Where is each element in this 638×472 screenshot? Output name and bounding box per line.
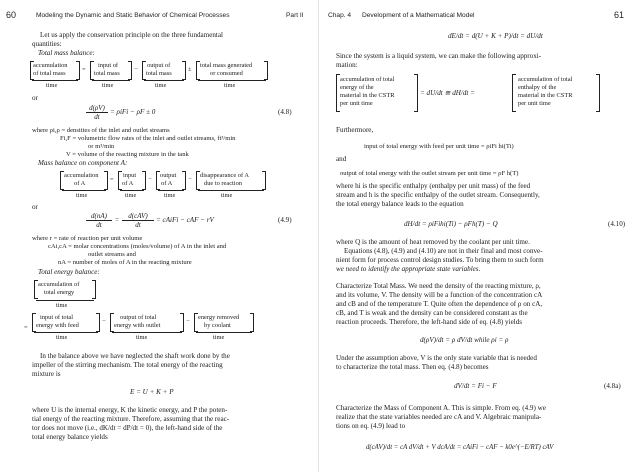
eq410: dH/dt = ρiFihi(Ti) − ρFh(T) − Q (404, 220, 498, 228)
para1-line1: Since the system is a liquid system, we can make the following approxi- (336, 52, 542, 60)
right-page-number: 61 (614, 10, 625, 20)
timeA-1: time (76, 192, 88, 199)
where2-line2: cAi,cA = molar concentrations (moles/volume) of A in the inlet and (48, 243, 227, 250)
para6-line2: realize that the state variables needed are cA and V. Algebraic manipula- (336, 413, 542, 421)
box-generated-line2: or consumed (210, 70, 243, 77)
para4-line5: reaction proceeds. Therefore, the left-hand side of eq. (4.8) yields (336, 318, 523, 326)
box-output-line2: total mass (146, 70, 172, 77)
mass-a-heading: Mass balance on component A: (38, 159, 128, 167)
para2-line3: the total energy balance leads to the equation (336, 200, 464, 208)
boxL-line2: energy of the (340, 84, 374, 91)
output-energy-line: output of total energy with the outlet stream per unit time = ρF h(T) (340, 170, 519, 177)
right-chapter-label: Chap. 4 (328, 12, 352, 19)
where1-line3: or m³/min (88, 143, 115, 150)
boxE-acc-line1: accumulation of (38, 281, 80, 288)
eq49-frac-b-den: dt (135, 221, 141, 229)
para-last-line4: total energy balance yields (32, 433, 108, 441)
boxE-rem-line1: energy removed (198, 314, 240, 321)
para5-line2: to characterize the total mass. Then eq. (4.8) becomes (336, 363, 489, 371)
boxA-dis-line1: disappearance of A (200, 172, 249, 179)
where1-line1: where ρi,ρ = densities of the inlet and outlet streams (32, 127, 170, 134)
para-end-line1: In the balance above we have neglected the shaft work done by the (40, 352, 230, 360)
eq-last: d(cAV)/dt = cA dV/dt + V dcA/dt = cAiFi − cAF − k0e^(−E/RT) cAV (366, 444, 554, 451)
time-label-4: time (224, 82, 236, 89)
para2-line2: stream and h is the specific enthalpy of the outlet stream. Consequently, (336, 191, 540, 199)
boxE-in-line1: input of total (40, 314, 74, 321)
boxA-acc-line2: of A (74, 180, 86, 187)
eq48-numerator: d(ρV) (86, 104, 108, 113)
box-input-line2: total mass (94, 70, 120, 77)
timeA-2: time (125, 192, 137, 199)
para6-line1: Characterize the Mass of Component A. This is simple. From eq. (4.9) we (336, 404, 546, 412)
para3-line1: where Q is the amount of heat removed by the coolant per unit time. (336, 238, 530, 246)
right-running-title: Development of a Mathematical Model (362, 12, 475, 19)
para5-line1: Under the assumption above, V is the only state variable that is needed (336, 354, 537, 362)
eq48-rhs: = ρiFi − ρF ± 0 (110, 108, 156, 116)
para3-line4: we need to identify the appropriate state variables. (336, 265, 481, 273)
eq49-frac-a-den: dt (96, 221, 102, 229)
eq49-number: (4.9) (278, 216, 292, 224)
left-running-title: Modeling the Dynamic and Static Behavior of Chemical Processes (36, 12, 230, 19)
eq-total-energy: E = U + K + P (130, 388, 174, 396)
para-end-line3: mixture is (32, 370, 61, 378)
box-output-line1: output of (147, 62, 171, 69)
total-mass-heading: Total mass balance: (38, 49, 95, 57)
eq410-number: (4.10) (608, 220, 626, 228)
boxA-out-line2: of A (161, 180, 173, 187)
time-label-3: time (155, 82, 167, 89)
timeA-4: time (221, 192, 233, 199)
para3-line3: nient form for process control design studies. To bring them to such form (336, 256, 544, 264)
boxE-out-line2: energy with outlet (114, 322, 161, 329)
where1-line2: Fi,F = volumetric flow rates of the inlet and outlet streams, ft³/min (60, 135, 236, 142)
boxL-line4: per unit time (340, 100, 373, 107)
where1-line4: V = volume of the reacting mixture in the tank (66, 151, 189, 158)
boxR-line3: material in the CSTR (518, 92, 573, 99)
right-running-header (324, 12, 636, 24)
boxE-out-line1: output of total (120, 314, 157, 321)
input-energy-line: input of total energy with feed per unit time = ρiFi hi(Ti) (364, 143, 514, 150)
eq-mid: = dU/dt ≅ dH/dt = (420, 89, 475, 97)
boxR-line4: per unit time (518, 100, 551, 107)
timeE-4: time (213, 334, 225, 341)
left-page-number: 60 (6, 10, 17, 20)
energy-heading: Total energy balance: (38, 268, 100, 276)
where2-line1: where r = rate of reaction per unit volume (32, 235, 143, 242)
para-last-line2: tial energy of the reacting mixture. Therefore, assuming that the reac- (32, 415, 230, 423)
eq49-rhs: = cAiFi − cAF − rV (156, 216, 214, 224)
eq49-frac-a (86, 212, 112, 229)
time-label-1: time (46, 82, 58, 89)
where2-line4: nA = number of moles of A in the reacting mixture (58, 259, 192, 266)
eq48a-number: (4.8a) (604, 382, 621, 390)
timeE-2: time (56, 334, 68, 341)
or-label-1: or (32, 94, 38, 102)
boxE-rem-line2: by coolant (204, 322, 231, 329)
para-last-line3: tor does not move (i.e., dK/dt = dP/dt = 0), the left-hand side of the (32, 424, 223, 432)
para-end-line2: impeller of the stirring mechanism. The total energy of the reacting (32, 361, 223, 369)
intro-line-2: quantities: (32, 40, 62, 48)
para3-line2: Equations (4.8), (4.9) and (4.10) are not in their final and most conve- (344, 247, 543, 255)
para6-line3: tions on eq. (4.9) lead to (336, 422, 406, 430)
eq49-frac-b (122, 212, 154, 229)
para4-line2: and its volume, V. The density will be a function of the concentration cA (336, 291, 543, 299)
para-last-line1: where U is the internal energy, K the kinetic energy, and P the poten- (32, 406, 228, 414)
boxA-out-line1: output (160, 172, 177, 179)
box-accumulation-line1: accumulation (33, 62, 68, 69)
para4-line1: Characterize Total Mass. We need the density of the reacting mixture, ρ, (336, 282, 541, 290)
para4-line4: cB, and T is weak and the density can be considered constant as the (336, 309, 528, 317)
boxR-line2: enthalpy of the (518, 84, 557, 91)
timeE-1: time (56, 302, 68, 309)
box-accumulation-line2: of total mass (33, 70, 66, 77)
page-gutter (318, 0, 319, 472)
para4-line3: and cB and of the temperature T. Quite often the dependence of ρ on cA, (336, 300, 543, 308)
timeA-3: time (164, 192, 176, 199)
time-label-2: time (102, 82, 114, 89)
para1-line2: mation: (336, 61, 358, 69)
left-page: 60 Modeling the Dynamic and Static Behavior of Chemical Processes Part II Let us apply the conservation principle on the three fundamental quantities: Total mass balance: accumulation of total mass time = input of total mass time − output of total mass time ± total mass generated or consumed time or $\frac{d(\rho V)}{dt}$ = ρiFi − ρF ± 0 (4.8) where ρi,ρ = densities of the inlet and outlet streams Fi,F = volumetric flow rates of the inlet and outlet streams, ft³/min or m³/min V = volume of the reacting mixture in the tank Mass balance on component A: accumulation of A time = input of A time − output of A time − disappearance of A due to reaction time or $\frac{d(nA)}{dt}$ = d(cAV) dt = cAiFi − cAF − rV (4.9) where r = rate of reaction per unit volume cAi,cA = molar concentrations (moles/volume) of A in the inlet and outlet streams and nA = number of moles of A in the reacting mixture Total energy balance: accumulation of total energy time = input of total energy with feed time − output of total energy with outlet time − energy removed by coolant time In the balance above we have neglected the shaft work done by the impeller of the stirring mechanism. The total energy of the reacting mixture is E = U + K + P where U is the internal energy, K the kinetic energy, and P the poten- tial energy of the reacting mixture. Therefore, assuming that the reac- tor does not move (i.e., dK/dt = dP/dt = 0), the left-hand side of the total energy balance yields (2, 0, 314, 472)
eq48-fraction (86, 104, 108, 121)
boxA-acc-line1: accumulation (64, 172, 99, 179)
boxR-line1: accumulation of total (518, 76, 573, 83)
boxA-in-line1: input (123, 172, 137, 179)
left-running-header (2, 12, 314, 24)
left-part-label: Part II (286, 12, 304, 19)
or-label-2: or (32, 203, 38, 211)
boxA-dis-line2: due to reaction (204, 180, 242, 187)
timeE-3: time (136, 334, 148, 341)
boxE-acc-line2: total energy (44, 289, 75, 296)
eq-top: dE/dt = d(U + K + P)/dt = dU/dt (448, 32, 543, 40)
furthermore: Furthermore, (336, 126, 374, 134)
box-input-line1: input of (98, 62, 119, 69)
box-generated-line1: total mass generated (200, 62, 253, 69)
boxA-in-line2: of A (122, 180, 134, 187)
eq48a: dV/dt = Fi − F (454, 382, 497, 390)
and-label: and (336, 155, 347, 163)
where2-line3: outlet streams and (88, 251, 136, 258)
boxL-line1: accumulation of total (340, 76, 395, 83)
eq49-frac-b-num: d(cAV) (122, 212, 154, 221)
boxE-in-line2: energy with feed (36, 322, 79, 329)
right-page (324, 0, 636, 472)
eq49-frac-a-num: d(nA) (86, 212, 112, 221)
eq48-number: (4.8) (278, 108, 292, 116)
para2-line1: where hi is the specific enthalpy (enthalpy per unit mass) of the feed (336, 182, 531, 190)
boxL-line3: material in the CSTR (340, 92, 395, 99)
intro-line-1: Let us apply the conservation principle on the three fundamental (40, 31, 223, 39)
eq48-denominator: dt (94, 113, 100, 121)
eq-rho: d(ρV)/dt = ρ dV/dt while ρi = ρ (420, 336, 509, 344)
